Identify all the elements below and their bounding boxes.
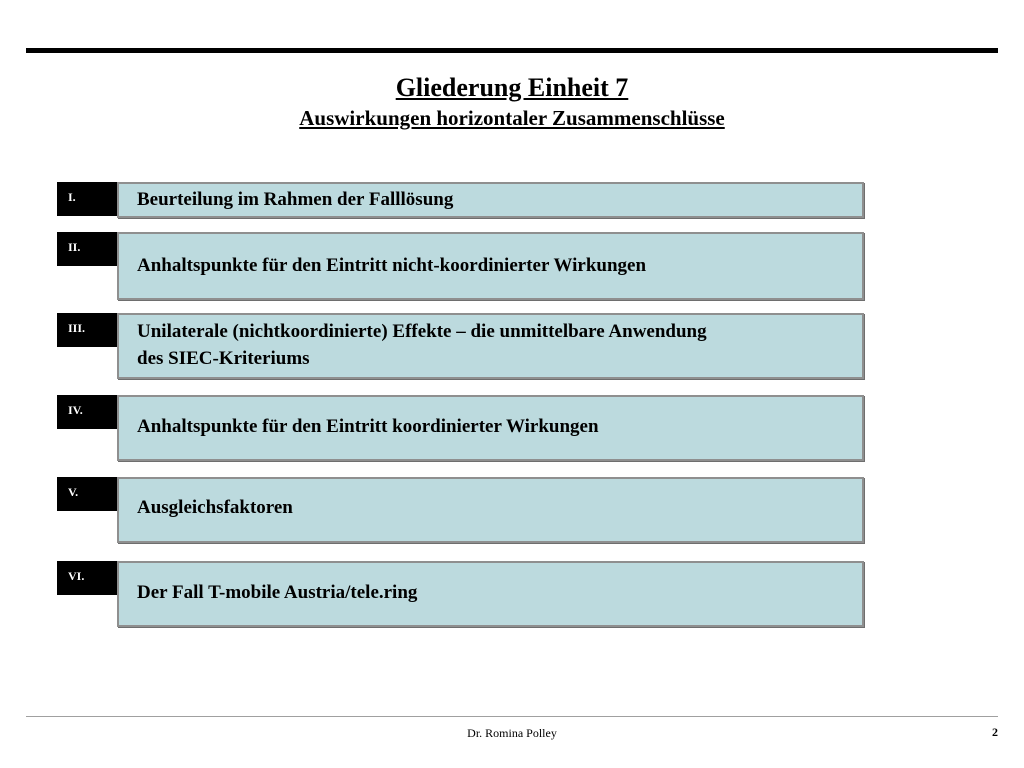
slide-title: Gliederung Einheit 7 xyxy=(395,73,629,102)
outline-item-number: IV. xyxy=(57,395,117,429)
page-number: 2 xyxy=(992,725,998,739)
outline-item-text: Der Fall T-mobile Austria/tele.ring xyxy=(137,582,418,603)
outline-item-text: Ausgleichsfaktoren xyxy=(137,497,293,518)
outline-item-text: Anhaltspunkte für den Eintritt nicht-koordinierter Wirkungen xyxy=(137,255,647,276)
outline-item-number: V. xyxy=(57,477,117,511)
outline-item-2 xyxy=(57,232,868,300)
outline-item-6 xyxy=(57,561,868,627)
outline-item-1 xyxy=(57,182,868,218)
footer-author: Dr. Romina Polley xyxy=(467,726,557,740)
outline-item-text-line: Unilaterale (nichtkoordinierte) Effekte – die unmittelbare Anwendung xyxy=(137,321,707,342)
outline-item-number: I. xyxy=(57,182,117,216)
outline-item-text xyxy=(137,318,847,372)
outline-item-text: Anhaltspunkte für den Eintritt koordinierter Wirkungen xyxy=(137,416,599,437)
footer-rule xyxy=(26,716,998,717)
outline-item-text-line: des SIEC-Kriteriums xyxy=(137,348,310,369)
outline-item-3 xyxy=(57,313,868,379)
outline-item-text: Beurteilung im Rahmen der Falllösung xyxy=(137,189,454,210)
outline-item-number: III. xyxy=(57,313,117,347)
top-rule xyxy=(26,48,998,53)
outline-item-number: II. xyxy=(57,232,117,266)
outline-item-4 xyxy=(57,395,868,461)
slide-subtitle: Auswirkungen horizontaler Zusammenschlüsse xyxy=(299,106,725,130)
outline-item-number: VI. xyxy=(57,561,117,595)
outline-item-5 xyxy=(57,477,868,543)
